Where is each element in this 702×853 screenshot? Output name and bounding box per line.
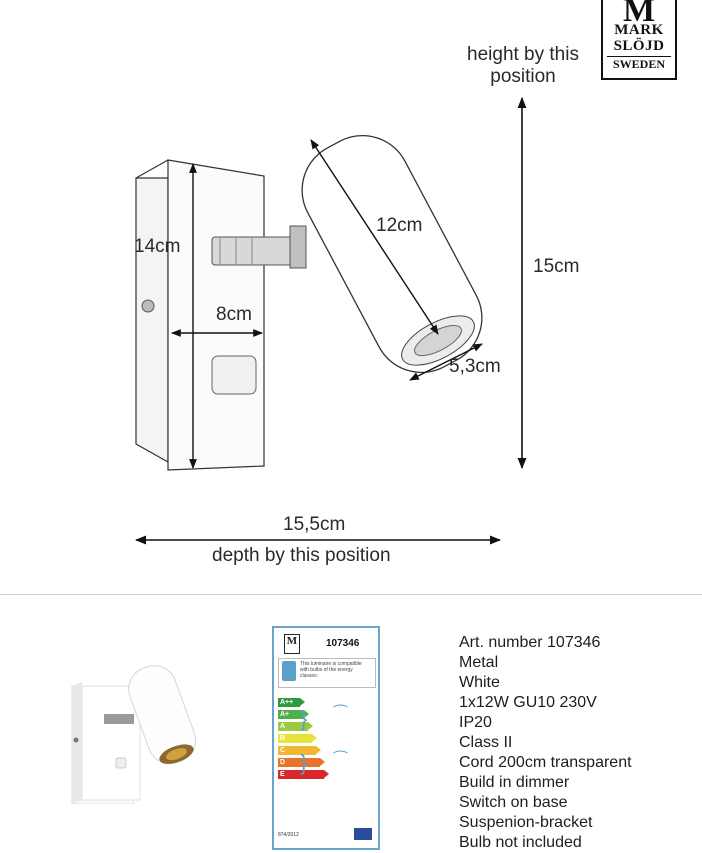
height-note: height by this position xyxy=(467,44,579,87)
bulb-icon-1: ⁀ xyxy=(334,706,347,723)
energy-compat-text: This luminaire is compatible with bulbs of the energy classes: xyxy=(300,661,362,679)
energy-label-logo: M xyxy=(284,634,300,654)
product-photo xyxy=(64,664,214,804)
plate-width-label: 8cm xyxy=(216,304,252,325)
spec-line: 1x12W GU10 230V xyxy=(459,694,597,711)
energy-class-bar: A xyxy=(278,722,308,731)
energy-class-bar: A++ xyxy=(278,698,300,707)
spec-line: Class II xyxy=(459,734,513,751)
energy-class-bar: C xyxy=(278,746,316,755)
eu-flag-icon xyxy=(354,828,372,840)
plate-height-label: 14cm xyxy=(134,236,181,257)
lamp-icon xyxy=(282,661,296,681)
spec-line: Metal xyxy=(459,654,499,671)
brand-line-sweden: SWEDEN xyxy=(607,56,671,71)
spec-line: Art. number 107346 xyxy=(459,634,601,651)
energy-class-bar: A+ xyxy=(278,710,304,719)
shade-length-label: 12cm xyxy=(376,215,423,236)
brand-line-mark: MARK xyxy=(614,22,664,38)
energy-class-bar: B xyxy=(278,734,312,743)
spec-line: Suspenion-bracket xyxy=(459,814,593,831)
spec-line: Cord 200cm transparent xyxy=(459,754,632,771)
energy-label xyxy=(272,626,380,850)
bracket-icon-1: } xyxy=(300,706,308,731)
depth-note: depth by this position xyxy=(212,545,391,566)
energy-class-bar: D xyxy=(278,758,320,767)
spec-line: Bulb not included xyxy=(459,834,582,851)
section-divider xyxy=(0,594,702,595)
spec-line: IP20 xyxy=(459,714,492,731)
energy-class-bar: E xyxy=(278,770,324,779)
spec-line: White xyxy=(459,674,500,691)
brand-line-slojd: SLÖJD xyxy=(613,38,665,54)
spec-line: Build in dimmer xyxy=(459,774,570,791)
energy-label-regulation: 874/2012 xyxy=(278,832,299,838)
bracket-icon-2: } xyxy=(300,750,308,775)
energy-class-bars xyxy=(274,698,374,798)
bulb-icon-2: ⁀ xyxy=(334,752,347,769)
spec-line: Switch on base xyxy=(459,794,568,811)
height-total-label: 15cm xyxy=(533,256,580,277)
depth-total-label: 15,5cm xyxy=(283,514,346,535)
lamp-shade xyxy=(285,119,499,390)
brand-logo-letter: M xyxy=(622,0,656,22)
energy-label-article: 107346 xyxy=(326,638,360,649)
spec-list xyxy=(459,633,632,853)
shade-diameter-label: 5,3cm xyxy=(449,356,501,377)
